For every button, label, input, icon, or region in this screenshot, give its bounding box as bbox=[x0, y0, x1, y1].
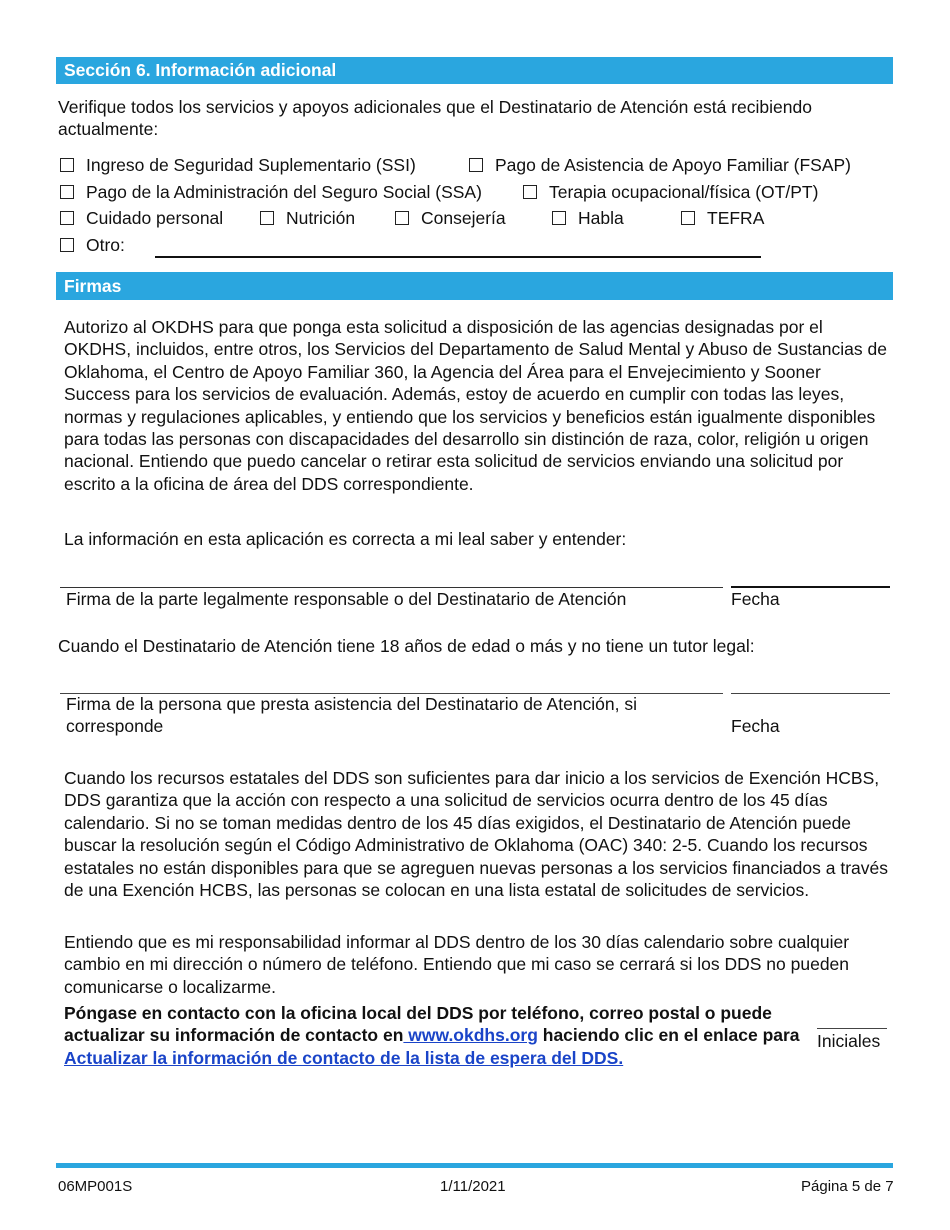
option-otpt-label: Terapia ocupacional/física (OT/PT) bbox=[549, 182, 819, 202]
initials-line[interactable] bbox=[817, 1028, 887, 1029]
checkbox-otro[interactable] bbox=[60, 238, 74, 252]
checkbox-habla[interactable] bbox=[552, 211, 566, 225]
initials-label: Iniciales bbox=[817, 1031, 881, 1051]
otro-input-line[interactable] bbox=[155, 256, 761, 258]
firmas-header: Firmas bbox=[56, 272, 893, 300]
checkbox-tefra[interactable] bbox=[681, 211, 695, 225]
option-tefra-label: TEFRA bbox=[707, 208, 765, 228]
firmas-certification-text: La información en esta aplicación es correcta a mi leal saber y entender: bbox=[64, 529, 627, 549]
option-ssi[interactable] bbox=[60, 154, 416, 176]
option-ssa[interactable] bbox=[60, 181, 482, 203]
footer-divider bbox=[56, 1163, 893, 1168]
section6-intro: Verifique todos los servicios y apoyos adicionales que el Destinatario de Atención está recibiendo actualmente: bbox=[58, 97, 812, 140]
option-fsap-label: Pago de Asistencia de Apoyo Familiar (FSAP) bbox=[495, 155, 852, 175]
option-fsap[interactable] bbox=[469, 154, 851, 176]
update-contact-link[interactable]: Actualizar la información de contacto de la lista de espera del DDS. bbox=[64, 1047, 624, 1068]
checkbox-personal[interactable] bbox=[60, 211, 74, 225]
date-label-1: Fecha bbox=[731, 589, 780, 609]
checkbox-ssi[interactable] bbox=[60, 158, 74, 172]
option-tefra[interactable] bbox=[681, 207, 764, 229]
option-ssi-label: Ingreso de Seguridad Suplementario (SSI) bbox=[86, 155, 416, 175]
contact-text-part2: haciendo clic en el enlace para bbox=[537, 1025, 800, 1046]
option-otpt[interactable] bbox=[523, 181, 818, 203]
hcbs-waiver-text: Cuando los recursos estatales del DDS son suficientes para dar inicio a los servicios de Exención HCBS, DDS garantiza que la acción con respecto a una solicitud de servicios ocurra dentro de los 45 días calendario. Si no se toman medidas dentro de los 45 días exigidos, el Destinatario de Atención puede buscar la resolución según el Código Administrativo de Oklahoma (OAC) 340: 2-5. Cuando los recursos estatales no están disponibles para que se agreguen nuevas personas a los servicios financiados a través de una Exención HCBS, las personas se colocan en una lista estatal de solicitudes de servicios. bbox=[64, 768, 888, 901]
checkbox-ssa[interactable] bbox=[60, 185, 74, 199]
option-nutricion-label: Nutrición bbox=[286, 208, 356, 228]
contact-text-part1: Póngase en contacto con la oficina local del DDS por teléfono, correo postal o puede actualizar su información de contacto en bbox=[64, 1003, 772, 1046]
okdhs-link[interactable]: www.okdhs.org bbox=[403, 1025, 538, 1046]
option-consejeria[interactable] bbox=[395, 207, 506, 229]
option-nutricion[interactable] bbox=[260, 207, 355, 229]
option-otro[interactable] bbox=[60, 234, 125, 256]
option-habla-label: Habla bbox=[578, 208, 624, 228]
guardian-note: Cuando el Destinatario de Atención tiene 18 años de edad o más y no tiene un tutor legal: bbox=[58, 636, 755, 656]
option-habla[interactable] bbox=[552, 207, 624, 229]
option-otro-label: Otro: bbox=[86, 235, 125, 255]
footer-date: 1/11/2021 bbox=[440, 1178, 506, 1195]
responsibility-text: Entiendo que es mi responsabilidad informar al DDS dentro de los 30 días calendario sobre cualquier cambio en mi dirección o número de teléfono. Entiendo que mi caso se cerrará si los DDS no pueden comunicarse o localizarme. bbox=[64, 932, 850, 997]
option-personal[interactable] bbox=[60, 207, 223, 229]
section6-header: Sección 6. Información adicional bbox=[56, 57, 893, 84]
contact-text bbox=[64, 1002, 809, 1069]
footer-page-number: Página 5 de 7 bbox=[801, 1178, 894, 1195]
checkbox-consejeria[interactable] bbox=[395, 211, 409, 225]
signature-label-2: Firma de la persona que presta asistencia del Destinatario de Atención, si corresponde bbox=[66, 694, 638, 737]
checkbox-otpt[interactable] bbox=[523, 185, 537, 199]
date-line-2[interactable] bbox=[731, 693, 890, 694]
option-personal-label: Cuidado personal bbox=[86, 208, 224, 228]
checkbox-nutricion[interactable] bbox=[260, 211, 274, 225]
signature-label-1: Firma de la parte legalmente responsable o del Destinatario de Atención bbox=[66, 589, 627, 609]
option-ssa-label: Pago de la Administración del Seguro Social (SSA) bbox=[86, 182, 482, 202]
footer-form-id: 06MP001S bbox=[58, 1178, 133, 1195]
date-label-2: Fecha bbox=[731, 716, 780, 736]
firmas-authorization-text: Autorizo al OKDHS para que ponga esta solicitud a disposición de las agencias designadas por el OKDHS, incluidos, entre otros, los Servicios del Departamento de Salud Mental y Abuso de Sustancias de Oklahoma, el Centro de Apoyo Familiar 360, la Agencia del Área para el Envejecimiento y Sooner Success para los servicios de evaluación. Además, estoy de acuerdo en cumplir con todas las leyes, normas y regulaciones aplicables, y entiendo que los servicios y beneficios están igualmente disponibles para todas las personas con discapacidades del desarrollo sin distinción de raza, color, religión u origen nacional. Entiendo que puedo cancelar o retirar esta solicitud de servicios enviando una solicitud por escrito a la oficina de área del DDS correspondiente. bbox=[64, 317, 887, 494]
option-consejeria-label: Consejería bbox=[421, 208, 506, 228]
checkbox-fsap[interactable] bbox=[469, 158, 483, 172]
